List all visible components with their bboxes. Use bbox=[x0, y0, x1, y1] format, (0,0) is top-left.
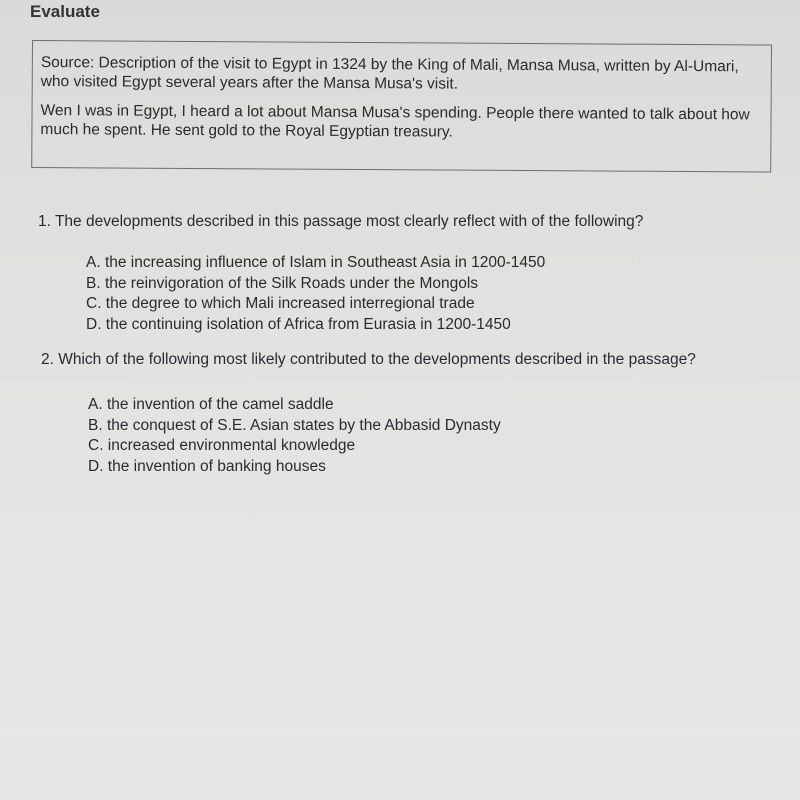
question-1-prompt: 1. The developments described in this passage most clearly reflect with of the following? bbox=[38, 213, 644, 230]
question-1-option-d: D. the continuing isolation of Africa from Eurasia in 1200-1450 bbox=[86, 315, 511, 333]
question-2-option-c: C. increased environmental knowledge bbox=[88, 437, 356, 454]
question-2-option-b: B. the conquest of S.E. Asian states by the Abbasid Dynasty bbox=[88, 416, 501, 434]
source-excerpt: Wen I was in Egypt, I heard a lot about Mansa Musa's spending. People there wanted to talk about how much he spent. He sent gold to the Royal Egyptian treasury. bbox=[40, 102, 750, 141]
question-2-options bbox=[88, 395, 501, 477]
question-1-options bbox=[86, 253, 545, 335]
source-box bbox=[31, 40, 772, 173]
question-1-option-a: A. the increasing influence of Islam in Southeast Asia in 1200-1450 bbox=[86, 254, 546, 271]
section-heading: Evaluate bbox=[30, 2, 100, 21]
question-2-prompt: 2. Which of the following most likely contributed to the developments described in the passage? bbox=[41, 351, 696, 368]
question-1-option-b: B. the reinvigoration of the Silk Roads under the Mongols bbox=[86, 274, 479, 292]
question-2-option-d: D. the invention of banking houses bbox=[88, 457, 326, 475]
question-2-option-a: A. the invention of the camel saddle bbox=[88, 396, 334, 413]
source-citation: Source: Description of the visit to Egypt in 1324 by the King of Mali, Mansa Musa, written by Al-Umari, who visited Egypt several years after the Mansa Musa's visit. bbox=[40, 54, 739, 93]
question-1-option-c: C. the degree to which Mali increased interregional trade bbox=[86, 295, 475, 312]
